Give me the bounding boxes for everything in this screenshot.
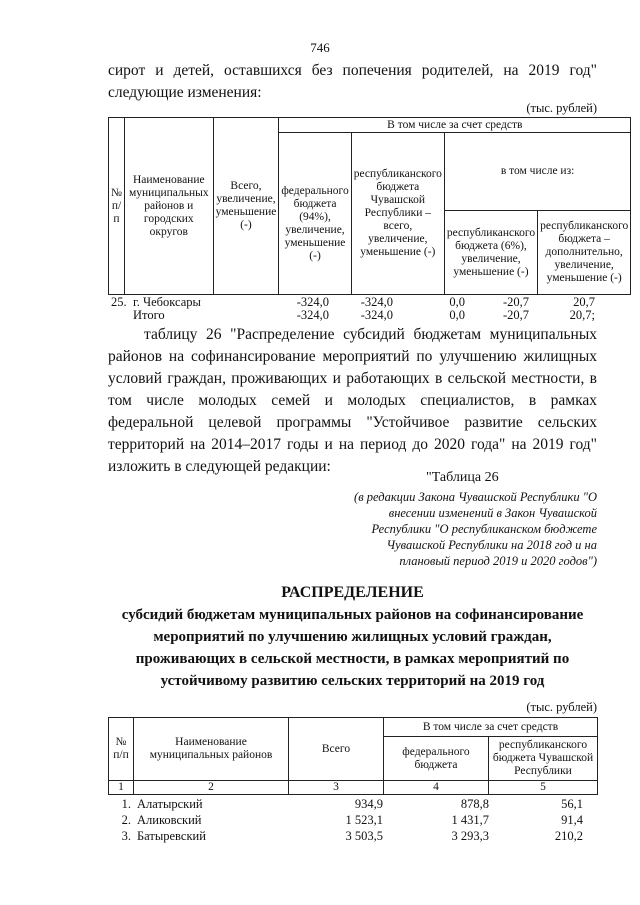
t1-header-subgroup: в том числе из: (444, 133, 630, 211)
t2-header-num: № п/п (109, 718, 134, 781)
table2-header (108, 717, 598, 795)
table-row: Итого -324,0 -324,0 0,0 -20,7 20,7; (133, 308, 595, 322)
table1-body (108, 296, 598, 322)
t2-header-name: Наименование муниципальных районов (134, 718, 289, 781)
t2-header-federal: федерального бюджета (384, 737, 489, 781)
t1-header-num: № п/п (109, 118, 125, 295)
table-row: 3. Батыревский 3 503,5 3 293,3 210,2 (121, 829, 583, 843)
t1-header-group: В том числе за счет средств (279, 118, 631, 133)
t2-colnum: 2 (134, 781, 289, 795)
t1-header-name: Наименование муниципальных районов и городских округов (124, 118, 213, 295)
body-paragraph: таблицу 26 "Распределение субсидий бюджетам муниципальных районов на софинансирование мероприятий по улучшению жилищных условий граждан, проживающих и работающих в сельской местности, в том числе молодых семей и молодых специалистов, в рамках федеральной целевой программы "Устойчивое развитие сельских территорий на 2014–2017 годы и на период до 2020 года" на 2019 год" изложить в следующей редакции: (108, 326, 597, 475)
table-label: "Таблица 26 (426, 470, 499, 485)
t1-header-rep6: республиканского бюджета (6%), увеличение, уменьшение (-) (444, 211, 537, 295)
table-row: 25. г. Чебоксары -324,0 -324,0 0,0 -20,7 20,7 (111, 295, 595, 309)
heading-title: РАСПРЕДЕЛЕНИЕ (281, 584, 424, 601)
t1-header-republic: республиканского бюджета Чувашской Республики – всего, увеличение, уменьшение (-) (351, 133, 444, 295)
table1-unit: (тыс. рублей) (526, 101, 597, 115)
page-number: 746 (310, 40, 330, 55)
t2-colnum: 1 (109, 781, 134, 795)
t2-header-republic: республиканского бюджета Чувашской Республики (489, 737, 598, 781)
intro-paragraph: сирот и детей, оставшихся без попечения родителей, на 2019 год" следующие изменения: (108, 62, 597, 101)
heading-subtitle: субсидий бюджетам муниципальных районов на софинансирование мероприятий по улучшению жилищных условий граждан, проживающих в сельской местности, в рамках мероприятий по устойчивому развитию сельских территорий на 2019 год (121, 607, 584, 689)
t2-colnum: 3 (289, 781, 384, 795)
edition-note: (в редакции Закона Чувашской Республики "О внесении изменений в Закон Чувашской Республики "О республиканском бюджете Чувашской Республики на 2018 год и на плановый период 2019 и 2020 годов") (354, 490, 597, 568)
t2-colnum: 5 (489, 781, 598, 795)
table-row: 1. Алатырский 934,9 878,8 56,1 (121, 797, 583, 811)
table2-body (108, 796, 598, 844)
t1-header-total: Всего, увеличение, уменьшение (-) (213, 118, 279, 295)
table1-header (108, 117, 631, 295)
table2-unit: (тыс. рублей) (526, 700, 597, 714)
t1-header-federal: федерального бюджета (94%), увеличение, уменьшение (-) (279, 133, 351, 295)
t1-header-repadd: республиканского бюджета – дополнительно, увеличение, уменьшение (-) (538, 211, 631, 295)
table-row: 2. Аликовский 1 523,1 1 431,7 91,4 (121, 813, 583, 827)
t2-header-total: Всего (289, 718, 384, 781)
t2-colnum: 4 (384, 781, 489, 795)
t2-header-group: В том числе за счет средств (384, 718, 598, 737)
